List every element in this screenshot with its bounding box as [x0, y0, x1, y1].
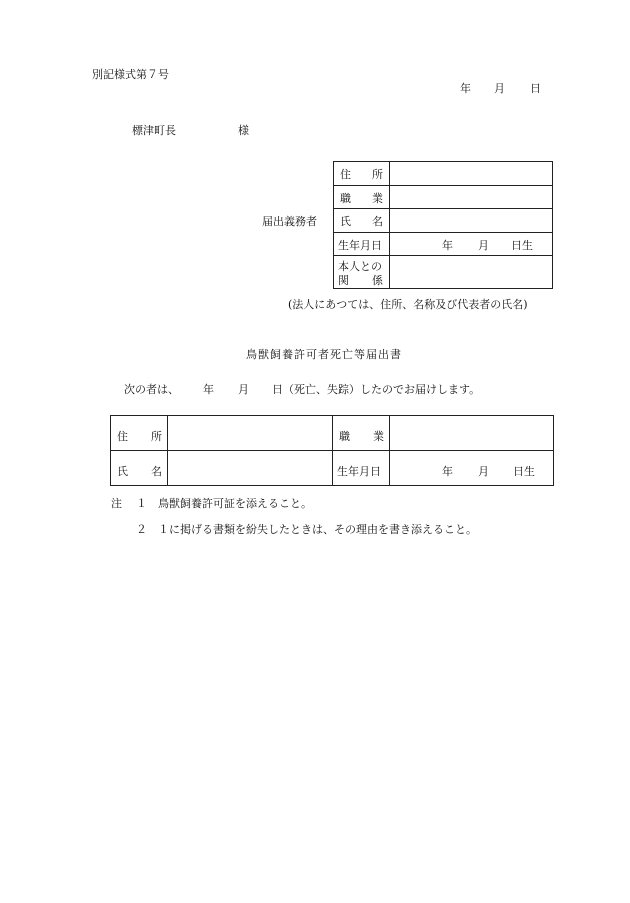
- deceased-address-label-a: 住: [117, 430, 128, 443]
- notifier-occupation-label-a: 職: [340, 192, 351, 205]
- notifier-occupation-label-b: 業: [372, 192, 383, 205]
- date-month-label: 月: [494, 82, 505, 95]
- date-year-label: 年: [460, 82, 471, 95]
- notifier-relation-label-top: 本人との: [338, 260, 382, 273]
- date-day-label: 日: [530, 82, 541, 95]
- notifier-relation-label-a: 関: [338, 274, 349, 287]
- deceased-occupation-label-a: 職: [339, 430, 350, 443]
- notifier-address-field[interactable]: [391, 162, 551, 184]
- statement-suffix: 日（死亡、失踪）したのでお届けします。: [272, 383, 481, 396]
- deceased-name-label-a: 氏: [117, 465, 128, 478]
- note-1-text: 鳥獣飼養許可証を添えること。: [158, 497, 312, 510]
- deceased-occupation-label-b: 業: [373, 430, 384, 443]
- notifier-birth-year: 年: [442, 239, 453, 252]
- notifier-name-field[interactable]: [391, 209, 551, 231]
- notifier-relation-label-b: 係: [372, 274, 383, 287]
- deceased-birth-year: 年: [442, 465, 453, 478]
- deceased-name-field[interactable]: [169, 452, 331, 484]
- deceased-occupation-field[interactable]: [391, 417, 552, 449]
- notifier-name-label-b: 名: [372, 215, 383, 228]
- document-title: 鳥獣飼養許可者死亡等届出書: [246, 348, 402, 361]
- deceased-address-field[interactable]: [169, 417, 331, 449]
- statement-prefix: 次の者は、: [124, 383, 179, 396]
- statement-year: 年: [203, 383, 214, 396]
- notifier-name-label-a: 氏: [340, 215, 351, 228]
- deceased-name-label-b: 名: [151, 465, 162, 478]
- deceased-birthdate-label: 生年月日: [337, 465, 381, 478]
- note-1-number: １: [136, 497, 147, 510]
- notifier-note: (法人にあつては、住所、名称及び代表者の氏名): [288, 298, 528, 311]
- notifier-occupation-field[interactable]: [391, 186, 551, 207]
- notifier-label: 届出義務者: [262, 215, 317, 228]
- notifier-birth-day: 日生: [511, 239, 533, 252]
- deceased-birth-month: 月: [478, 465, 489, 478]
- deceased-address-label-b: 所: [151, 430, 162, 443]
- note-2-number: ２: [136, 523, 147, 536]
- deceased-birth-day: 日生: [513, 465, 535, 478]
- notes-marker: 注: [111, 497, 122, 510]
- notifier-birth-month: 月: [478, 239, 489, 252]
- addressee-name: 標津町長: [132, 124, 176, 137]
- notifier-relation-field[interactable]: [391, 256, 551, 287]
- note-2-text: １に掲げる書類を紛失したときは、その理由を書き添えること。: [158, 523, 477, 536]
- statement-month: 月: [238, 383, 249, 396]
- notifier-birthdate-label: 生年月日: [338, 239, 382, 252]
- notifier-address-label-a: 住: [340, 168, 351, 181]
- form-number: 別記様式第７号: [92, 68, 169, 81]
- notifier-address-label-b: 所: [372, 168, 383, 181]
- addressee-honorific: 様: [238, 124, 249, 137]
